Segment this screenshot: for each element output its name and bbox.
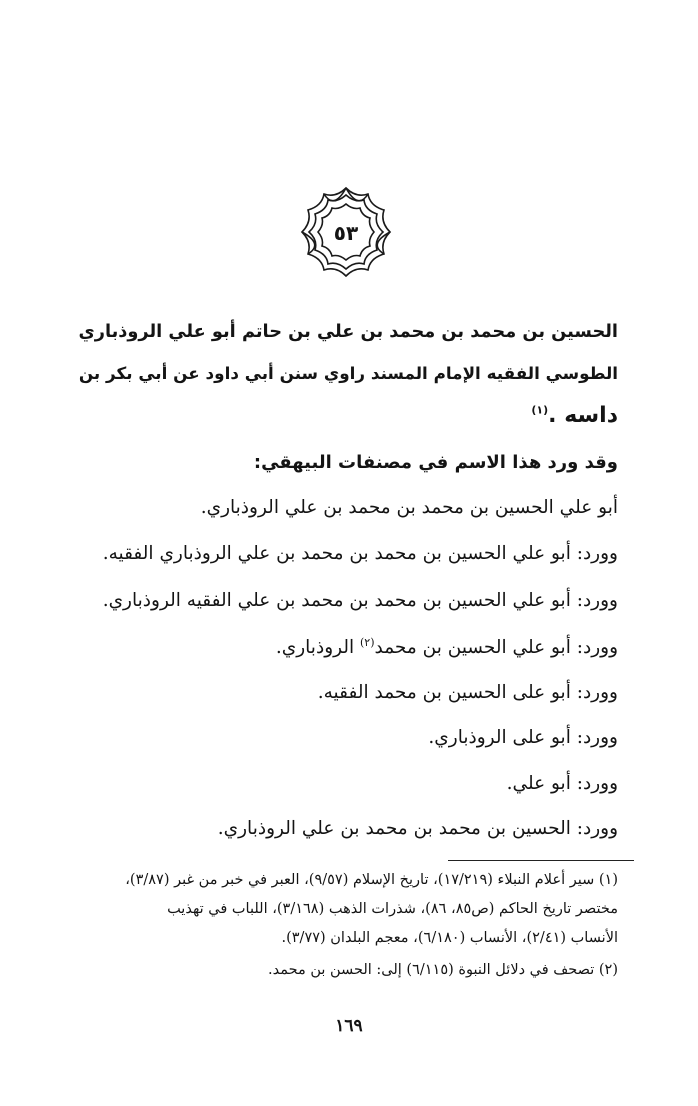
heading-line-3-text: داسه .: [548, 403, 618, 428]
heading-line-2: الطوسي الفقيه الإمام المسند راوي سنن أبي داود عن أبي بكر بن: [78, 363, 618, 383]
ornament-frame: [298, 184, 394, 280]
entry-line: وورد: أبو علي.: [506, 773, 618, 794]
subheading: وقد ورد هذا الاسم في مصنفات البيهقي:: [253, 452, 618, 473]
footnote-1-line-2: مختصر تاريخ الحاكم (ص٨٥، ٨٦)، شذرات الذهب (٣/١٦٨)، اللباب في تهذيب: [167, 901, 618, 917]
entry-line: وورد: أبو علي الحسين بن محمد بن محمد بن علي الفقيه الروذباري.: [102, 590, 618, 611]
heading-line-3: [531, 403, 618, 428]
heading-line-1: الحسين بن محمد بن محمد بن علي بن حاتم أبو علي الروذباري: [78, 322, 618, 342]
footnote-ref-1: (١): [531, 403, 549, 417]
entry-number: ٥٣: [333, 221, 359, 245]
entry-line: وورد: أبو على الحسين بن محمد الفقيه.: [317, 682, 618, 703]
footnote-1-line-1: (١) سير أعلام النبلاء (١٧/٢١٩)، تاريخ الإسلام (٩/٥٧)، العبر في خبر من غبر (٣/٨٧)،: [125, 872, 618, 888]
footnote-1-line-3: الأنساب (٢/٤١)، الأنساب (٦/١٨٠)، معجم البلدان (٣/٧٧).: [281, 930, 618, 946]
footnote-ref-2: (٢): [360, 636, 375, 649]
entry-line: وورد: أبو على الروذباري.: [428, 727, 618, 748]
entry-line: وورد: الحسين بن محمد بن محمد بن علي الروذباري.: [217, 818, 618, 839]
footnote-divider: [448, 860, 634, 861]
entry-4-after: الروذباري.: [275, 637, 360, 659]
entry-line-with-note: [276, 636, 618, 658]
entry-line: وورد: أبو علي الحسين بن محمد بن محمد بن علي الروذباري الفقيه.: [102, 543, 618, 564]
entry-line: أبو علي الحسين بن محمد بن محمد بن علي الروذباري.: [200, 497, 618, 518]
entry-4-before: وورد: أبو علي الحسين بن محمد: [374, 637, 618, 659]
footnote-2-line-1: (٢) تصحف في دلائل النبوة (٦/١١٥) إلى: الحسن بن محمد.: [268, 962, 618, 978]
page-number: ١٦٩: [335, 1016, 363, 1036]
